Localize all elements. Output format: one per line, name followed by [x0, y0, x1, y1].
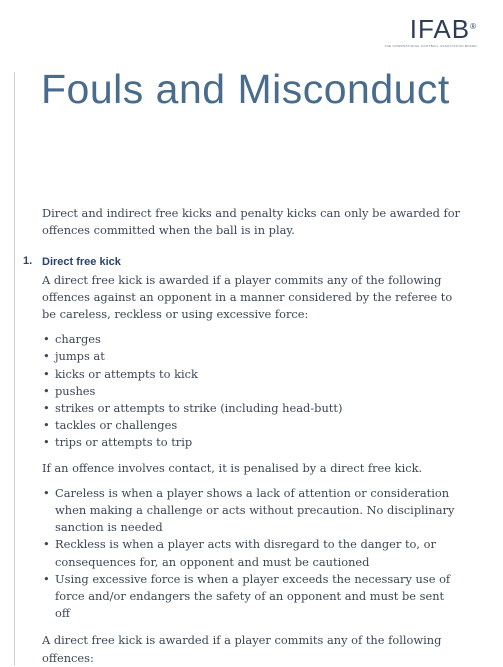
- page-title: Fouls and Misconduct: [41, 66, 450, 112]
- contact-note: If an offence involves contact, it is penalised by a direct free kick.: [42, 460, 423, 475]
- logo-wordmark: IFAB®: [409, 14, 477, 44]
- list-item: • trips or attempts to trip: [42, 434, 462, 451]
- definition-careless: • Careless is when a player shows a lack of attention or consideration when making a challenge or acts without precaution. No disciplinary sanction is needed: [42, 485, 462, 537]
- section-title: Direct free kick: [42, 256, 121, 269]
- list-item: • tackles or challenges: [42, 417, 462, 434]
- list-item: • pushes: [42, 383, 462, 400]
- section-heading: [23, 253, 462, 271]
- list-item: • strikes or attempts to strike (including head-butt): [42, 400, 462, 417]
- ifab-logo: [384, 16, 477, 48]
- final-paragraph: A direct free kick is awarded if a player commits any of the following offences:: [42, 633, 442, 665]
- logo-tagline: THE INTERNATIONAL FOOTBALL ASSOCIATION BOARD: [384, 44, 477, 48]
- intro-paragraph: Direct and indirect free kicks and penalty kicks can only be awarded for offences committed when the ball is in play.: [42, 206, 460, 238]
- lead-paragraph: A direct free kick is awarded if a player commits any of the following offences against an opponent in a manner considered by the referee to be careless, reckless or using excessive force:: [42, 272, 453, 322]
- section-number: 1.: [23, 255, 33, 268]
- definition-reckless: • Reckless is when a player acts with disregard to the danger to, or consequences for, an opponent and must be cautioned: [42, 536, 462, 570]
- registered-mark: ®: [470, 22, 477, 31]
- document-body: [23, 205, 462, 667]
- list-item: • charges: [42, 331, 462, 348]
- definition-excessive-force: • Using excessive force is when a player exceeds the necessary use of force and/or endangers the safety of an opponent and must be sent off: [42, 571, 462, 623]
- offence-list: [42, 331, 462, 451]
- margin-rule: [14, 72, 15, 665]
- definition-list: [42, 485, 462, 623]
- list-item: • kicks or attempts to kick: [42, 366, 462, 383]
- list-item: • jumps at: [42, 348, 462, 365]
